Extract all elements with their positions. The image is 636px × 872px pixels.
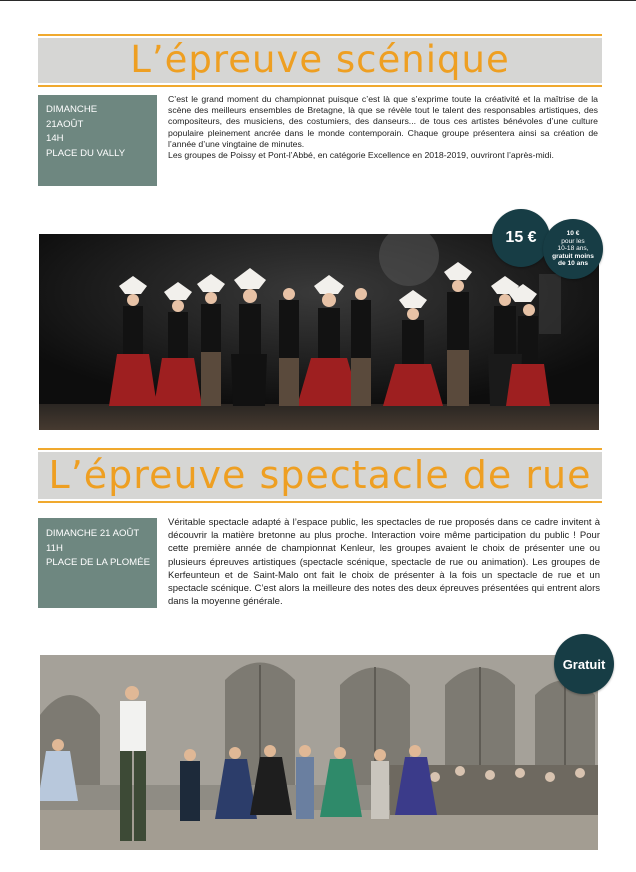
info-time: 14H bbox=[46, 133, 64, 144]
price-badge: 15 € bbox=[492, 209, 550, 267]
reduced-price-badge: 10 € pour les 10-18 ans, gratuit moins de 10 ans bbox=[543, 219, 603, 279]
section1-info-box bbox=[38, 95, 157, 186]
info-date: DIMANCHE 21 AOÛT bbox=[46, 528, 140, 539]
section2-title: L’épreuve spectacle de rue bbox=[48, 453, 592, 497]
info-place: PLACE DU VALLY bbox=[46, 147, 126, 159]
section1-paragraph: Les groupes de Poissy et Pont-l’Abbé, en catégorie Excellence en 2018-2019, ouvriront l’après-midi. bbox=[168, 150, 554, 161]
section1-title: L’épreuve scénique bbox=[130, 38, 510, 81]
section2-header-bottom-line bbox=[38, 501, 602, 503]
street-photo-illustration bbox=[40, 655, 598, 850]
info-place: PLACE DE LA PLOMÉE bbox=[46, 557, 150, 568]
street-performance-photo bbox=[40, 655, 598, 850]
section1-paragraph: C’est le grand moment du championnat puisque c’est là que s’exprime toute la créativité et la maîtrise de la scène des meilleurs ensembles de Bretagne, là que se révèle tout le talent des responsables artistiques, des compositeurs, des musiciens, des costumiers, des danseurs... de tous ces artistes bénévoles d’une culture populaire pleinement ancrée dans le monde contemporain. Chaque groupe présentera ainsi sa création de l’année d’une vingtaine de minutes. bbox=[168, 94, 598, 149]
free-badge: Gratuit bbox=[554, 634, 614, 694]
info-time: 11H bbox=[46, 542, 63, 554]
section1-header-bottom-line bbox=[38, 85, 602, 87]
section2-info-box bbox=[38, 518, 157, 608]
section2-body bbox=[168, 516, 600, 608]
top-border bbox=[0, 0, 636, 1]
section1-body bbox=[168, 94, 598, 161]
info-day: DIMANCHE bbox=[46, 104, 98, 115]
info-date: 21AOÛT bbox=[46, 118, 84, 130]
section2-paragraph: Véritable spectacle adapté à l’espace public, les spectacles de rue proposés dans ce cadre invitent à découvrir la matière bretonne au plus proche. Interaction voire même participation du public ! Pour cette première année de championnat Kenleur, les groupes avaient le choix de présenter une ou plusieurs épreuves artistiques (spectacle scénique, spectacle de rue ou animation). Les groupes de Kerfeunteun et de Saint-Malo ont fait le choix de présenter à la fois un spectacle de rue et un spectacle scénique. C’est alors la meilleure des notes des deux épreuves présentées qui entrent alors dans la moyenne générale. bbox=[168, 517, 600, 608]
